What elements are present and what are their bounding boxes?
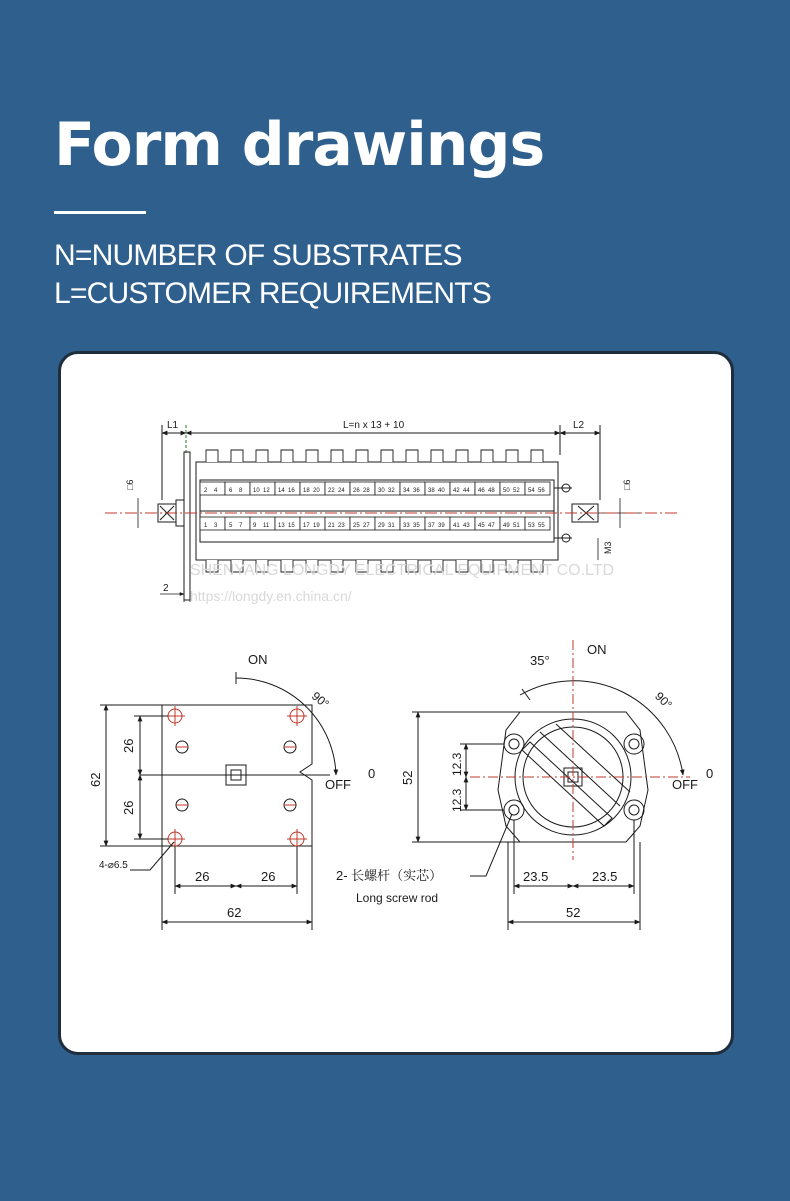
terminal-label: 41 — [453, 523, 460, 529]
terminal-label: 45 — [478, 523, 485, 529]
front-dim-26-right: 26 — [261, 869, 276, 884]
terminal-label: 20 — [313, 488, 320, 494]
terminal-label: 39 — [438, 523, 445, 529]
terminal-label: 48 — [488, 488, 495, 494]
terminal-label: 19 — [313, 523, 320, 529]
terminal-label: 46 — [478, 488, 485, 494]
terminal-label: 49 — [503, 523, 510, 529]
terminal-label: 18 — [303, 488, 310, 494]
terminal-label: 15 — [288, 523, 295, 529]
terminal-label: 22 — [328, 488, 335, 494]
front-dim-width: 62 — [227, 905, 242, 920]
terminal-label: 4 — [214, 488, 218, 494]
dim-l1: L1 — [167, 420, 179, 431]
terminal-label: 52 — [513, 488, 520, 494]
terminal-label: 55 — [538, 523, 545, 529]
length-definition: L=CUSTOMER REQUIREMENTS — [54, 277, 491, 310]
terminal-label: 14 — [278, 488, 285, 494]
terminal-label: 29 — [378, 523, 385, 529]
terminal-label: 44 — [463, 488, 470, 494]
terminal-label: 34 — [403, 488, 410, 494]
terminal-label: 2 — [204, 488, 208, 494]
terminal-label: 43 — [463, 523, 470, 529]
terminal-label: 21 — [328, 523, 335, 529]
terminal-label: 35 — [413, 523, 420, 529]
rear-dim-23-5-left: 23.5 — [523, 869, 549, 884]
rear-angle-35: 35° — [530, 653, 550, 668]
terminal-label: 28 — [363, 488, 370, 494]
terminal-label: 51 — [513, 523, 520, 529]
front-holes-label: 4-⌀6.5 — [99, 860, 128, 871]
front-dim-26-lower: 26 — [121, 800, 136, 815]
terminal-label: 11 — [263, 523, 270, 529]
terminal-label: 53 — [528, 523, 535, 529]
rear-off-label: OFF — [672, 777, 698, 792]
rear-dim-23-5-right: 23.5 — [592, 869, 618, 884]
terminal-label: 3 — [214, 523, 218, 529]
terminal-label: 6 — [229, 488, 233, 494]
front-zero-label: 0 — [368, 766, 376, 781]
front-dim-26-upper: 26 — [121, 738, 136, 753]
terminal-label: 1 — [204, 523, 208, 529]
terminal-label: 27 — [363, 523, 370, 529]
rear-dim-width: 52 — [566, 905, 581, 920]
terminal-label: 5 — [229, 523, 233, 529]
rear-dim-12-3-bottom: 12.3 — [450, 788, 464, 812]
terminal-label: 9 — [253, 523, 257, 529]
dim-square-6-left: □6 — [125, 479, 135, 490]
terminal-label: 37 — [428, 523, 435, 529]
terminal-label: 30 — [378, 488, 385, 494]
terminal-label: 56 — [538, 488, 545, 494]
rear-dim-12-3-top: 12.3 — [450, 752, 464, 776]
terminal-label: 50 — [503, 488, 510, 494]
terminal-label: 40 — [438, 488, 445, 494]
watermark-company: SHENYANG LONGDY ELECTRICAL EQUIPMENT CO.LTD — [190, 562, 615, 579]
rear-angle-90: 90° — [652, 689, 675, 712]
terminal-label: 36 — [413, 488, 420, 494]
watermark-url: https://longdy.en.china.cn/ — [190, 588, 352, 604]
front-off-label: OFF — [325, 777, 351, 792]
terminal-label: 16 — [288, 488, 295, 494]
terminal-label: 54 — [528, 488, 535, 494]
terminal-label: 38 — [428, 488, 435, 494]
rear-zero-label: 0 — [706, 766, 714, 781]
terminal-label: 26 — [353, 488, 360, 494]
terminal-label: 10 — [253, 488, 260, 494]
rear-dim-height: 52 — [400, 770, 415, 785]
front-dim-height: 62 — [88, 772, 103, 787]
terminal-label: 8 — [239, 488, 243, 494]
dim-m3: M3 — [603, 541, 613, 554]
terminal-label: 33 — [403, 523, 410, 529]
terminal-label: 32 — [388, 488, 395, 494]
screw-rod-en-label: Long screw rod — [356, 891, 439, 905]
dim-2: 2 — [163, 583, 169, 594]
page-title: Form drawings — [54, 110, 545, 180]
front-on-label: ON — [248, 652, 268, 667]
front-angle-label: 90° — [308, 688, 332, 712]
terminal-label: 42 — [453, 488, 460, 494]
terminal-label: 24 — [338, 488, 345, 494]
terminal-label: 47 — [488, 523, 495, 529]
terminal-label: 7 — [239, 523, 243, 529]
dim-l: L=n x 13 + 10 — [343, 420, 405, 431]
terminal-label: 17 — [303, 523, 310, 529]
terminal-label: 31 — [388, 523, 395, 529]
terminal-label: 13 — [278, 523, 285, 529]
terminal-label: 12 — [263, 488, 270, 494]
terminal-label: 25 — [353, 523, 360, 529]
terminal-label: 23 — [338, 523, 345, 529]
front-dim-26-left: 26 — [195, 869, 210, 884]
screw-rod-cn-label: 2- 长螺杆（实芯） — [336, 868, 443, 883]
dim-l2: L2 — [573, 420, 585, 431]
substrates-definition: N=NUMBER OF SUBSTRATES — [54, 239, 462, 272]
rear-on-label: ON — [587, 642, 607, 657]
dim-square-6-right: □6 — [622, 479, 632, 490]
